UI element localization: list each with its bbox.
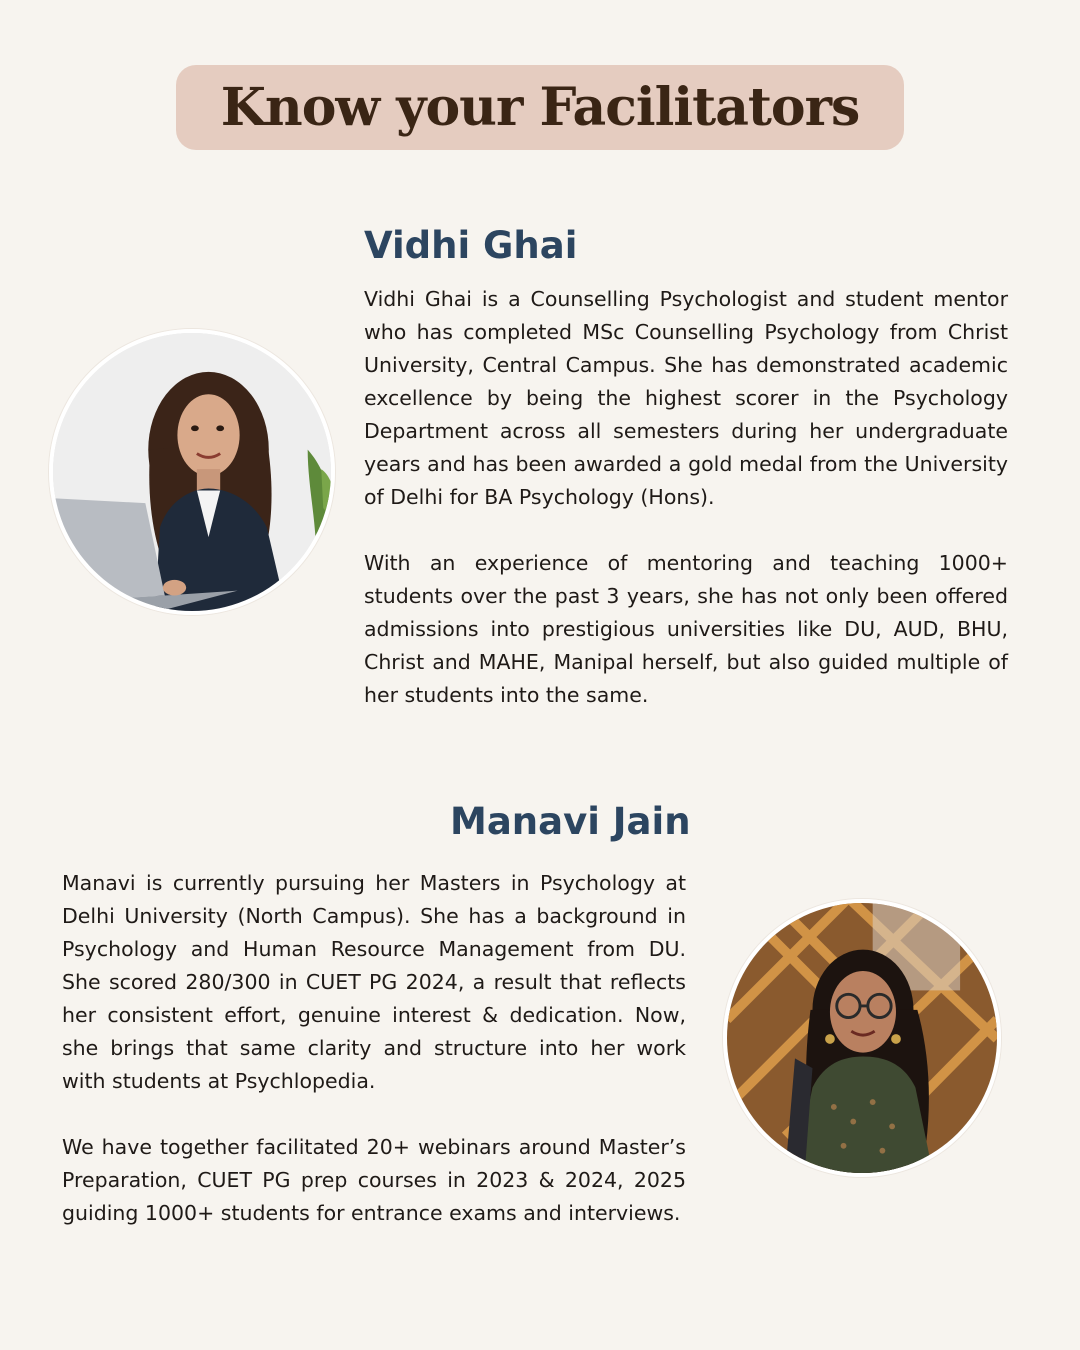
bio-paragraph: With an experience of mentoring and teaching 1000+ students over the past 3 years, she has not only been offered admissions into prestigious universities like DU, AUD, BHU, Christ and MAHE, Manipal herself, but also guided multiple of her students into the same.: [364, 551, 1008, 707]
facilitator-bio-manavi: [62, 867, 686, 1230]
portrait-photo-icon: [53, 333, 331, 611]
facilitator-photo-vidhi: [49, 329, 335, 615]
page-title: Know your Facilitators: [220, 77, 860, 138]
portrait-photo-icon: [727, 903, 997, 1173]
facilitator-photo-manavi: [723, 899, 1001, 1177]
bio-paragraph: Manavi is currently pursuing her Masters in Psychology at Delhi University (North Campus). She has a background in Psychology and Human Resource Management from DU. She scored 280/300 in CUET PG 2024, a result that reflects her consistent effort, genuine interest & dedication. Now, she brings that same clarity and structure into her work with students at Psychlopedia.: [62, 871, 686, 1093]
facilitator-name-manavi: Manavi Jain: [450, 800, 691, 843]
facilitator-bio-vidhi: [364, 283, 1008, 712]
facilitator-name-vidhi: Vidhi Ghai: [364, 224, 578, 267]
bio-paragraph: We have together facilitated 20+ webinars around Master’s Preparation, CUET PG prep courses in 2023 & 2024, 2025 guiding 1000+ students for entrance exams and interviews.: [62, 1135, 686, 1225]
bio-paragraph: Vidhi Ghai is a Counselling Psychologist and student mentor who has completed MSc Counselling Psychology from Christ University, Central Campus. She has demonstrated academic excellence by being the highest scorer in the Psychology Department across all semesters during her undergraduate years and has been awarded a gold medal from the University of Delhi for BA Psychology (Hons).: [364, 287, 1008, 509]
title-banner: [176, 65, 904, 150]
